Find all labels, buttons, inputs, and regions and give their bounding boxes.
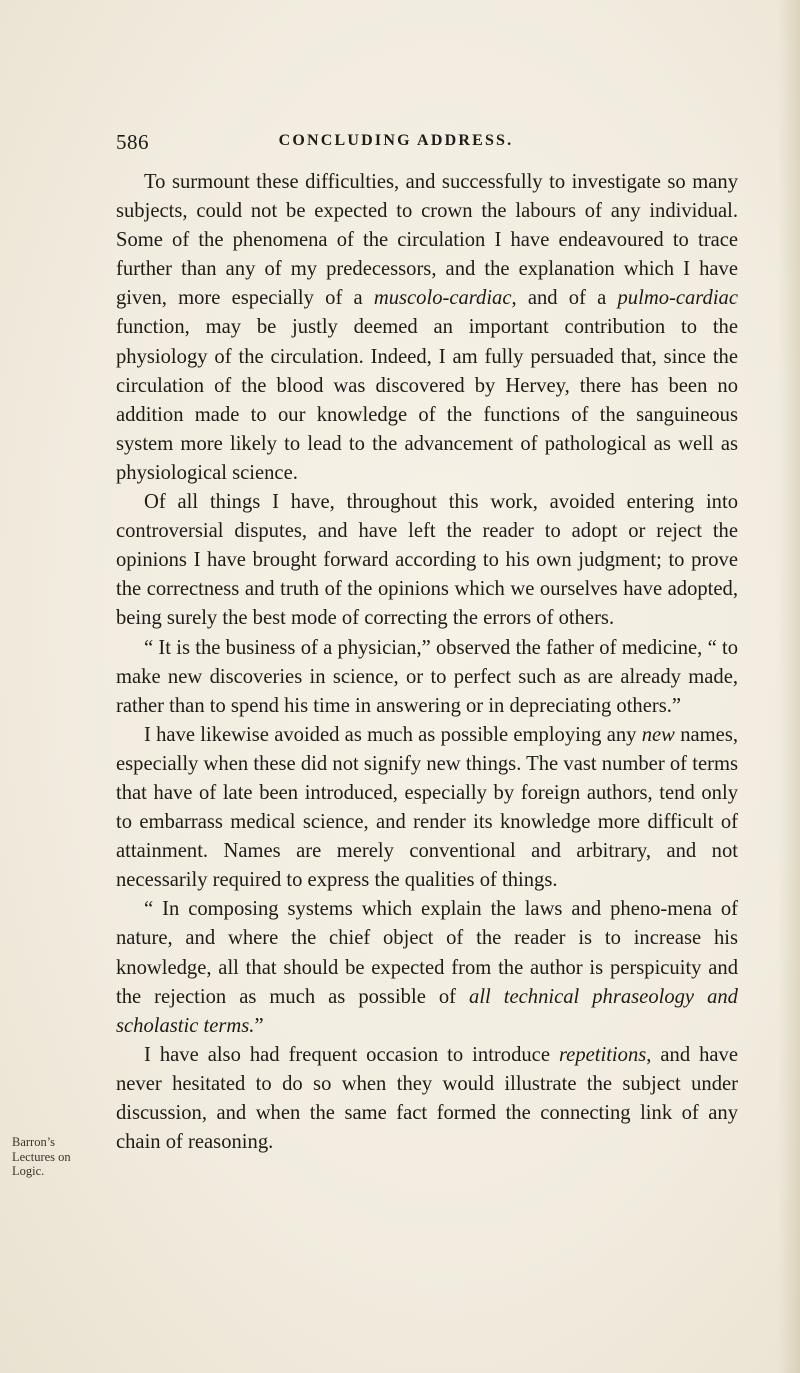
paragraph-1 bbox=[116, 168, 738, 488]
paragraph-1-italic-term-1: muscolo-cardiac bbox=[373, 287, 512, 310]
paragraph-3-quotation: “ It is the business of a physician,” observed the father of medicine, “ to make new discoveries in science, or to perfect such as are already made, rather than to spend his time in answering or in depreciating others.” bbox=[116, 636, 738, 717]
paragraph-6 bbox=[116, 1041, 738, 1157]
paragraph-1-text: To surmount these difficulties, and successfully to investigate so many subjects, could not be expected to crown the labours of any individual. Some of the phenomena of the circulation I have endeavoured to trace further than any of my predecessors, and the explanation which I have given, more especially of a bbox=[116, 171, 738, 310]
paragraph-6-text: I have also had frequent occasion to introduce bbox=[144, 1043, 559, 1066]
paragraph-4 bbox=[116, 721, 738, 896]
running-head: CONCLUDING ADDRESS. bbox=[278, 132, 514, 149]
paragraph-1-italic-term-2: pulmo-cardiac bbox=[617, 287, 738, 310]
paragraph-4-text: I have likewise avoided as much as possible employing any bbox=[144, 723, 642, 746]
paragraph-4-italic-word: new bbox=[641, 723, 675, 746]
paragraph-5-closing-quote: ” bbox=[254, 1014, 264, 1037]
paragraph-5-text: “ In composing systems which explain the laws and pheno-mena of nature, and where the chief object of the reader is to increase his knowledge, all that should be expected from the author is perspicuity and the rejection as much as possible of bbox=[116, 898, 738, 1008]
paragraph-5-quotation bbox=[116, 895, 738, 1040]
margin-sidenote: Barron’s Lectures on Logic. bbox=[12, 1135, 71, 1178]
paragraph-1-text-mid: , and of a bbox=[511, 287, 618, 310]
page-number: 586 bbox=[116, 130, 149, 154]
page-edge-shadow bbox=[778, 0, 800, 1373]
paragraph-5-italic-phrase: all technical phraseology and scholastic terms. bbox=[116, 985, 738, 1037]
paragraph-6-italic-word: repetitions bbox=[558, 1043, 647, 1066]
paragraph-1-text-end: function, may be justly deemed an important contribution to the physiology of the circulation. Indeed, I am fully persuaded that, since the circulation of the blood was discovered by Hervey, there has been no addition made to our knowledge of the functions of the sanguineous system more likely to lead to the advancement of pathological as well as physiological science. bbox=[116, 316, 738, 484]
paragraph-4-text-end: names, especially when these did not signify new things. The vast number of terms that have of late been introduced, especially by foreign authors, tend only to embarrass medical science, and render its knowledge more difficult of attainment. Names are merely conventional and arbitrary, and not necessarily required to express the qualities of things. bbox=[116, 723, 738, 892]
paragraph-6-text-end: , and have never hesitated to do so when they would illustrate the subject under discussion, and when the same fact formed the connecting link of any chain of reasoning. bbox=[116, 1043, 738, 1154]
body-text bbox=[116, 168, 738, 1157]
page-header bbox=[116, 130, 736, 160]
paragraph-2: Of all things I have, throughout this work, avoided entering into controversial disputes, and have left the reader to adopt or reject the opinions I have brought forward according to his own judgment; to prove the correctness and truth of the opinions which we ourselves have adopted, being surely the best mode of correcting the errors of others. bbox=[116, 491, 738, 630]
